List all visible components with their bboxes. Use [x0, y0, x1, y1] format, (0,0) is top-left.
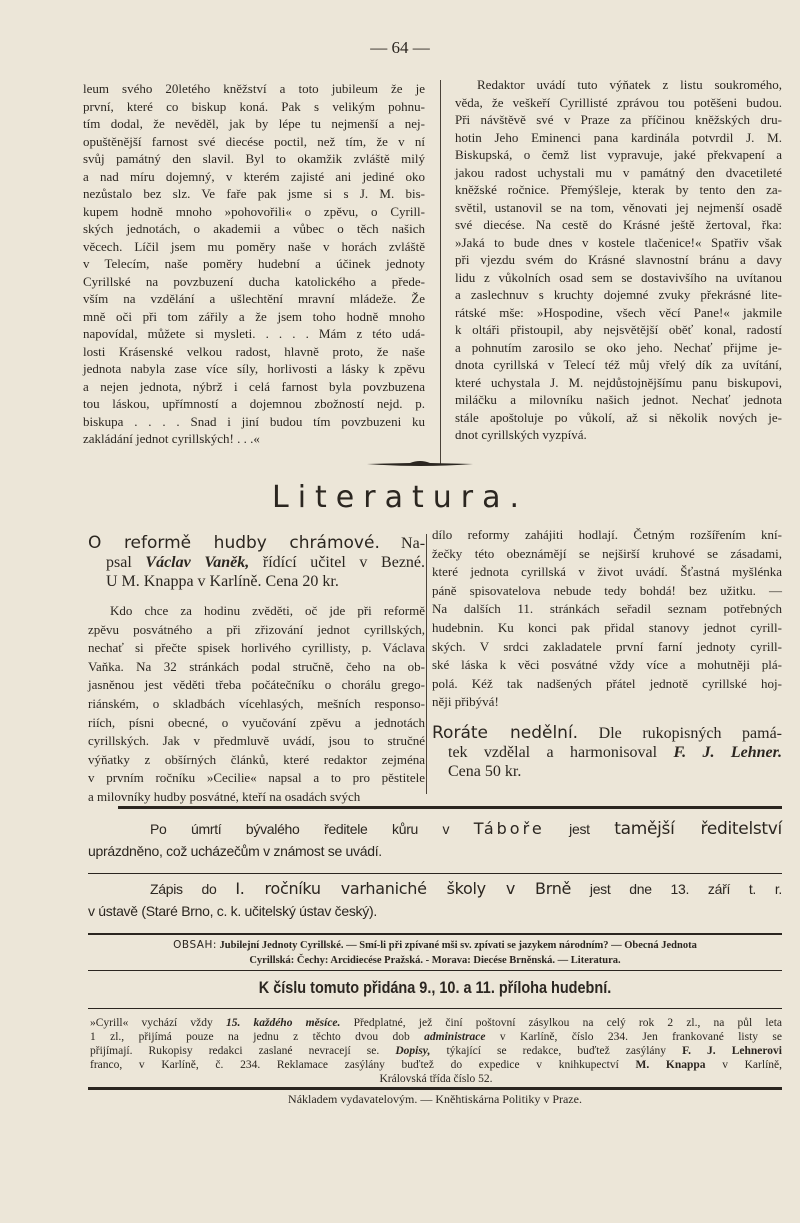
imprint-segment: v Karlíně, číslo 234. Jen frankované listy se — [485, 1031, 782, 1043]
column-divider — [440, 80, 441, 464]
contents — [88, 938, 782, 968]
text-line: výňatky z obšírných článků, které redaktor zejména — [88, 751, 425, 767]
text-line: jasněnou jest věděti třeba počátečníku o chorálu grego- — [88, 677, 425, 693]
text-line: své diecése. Na cestě do Krásné ještě žertoval, řka: — [455, 217, 782, 232]
book-head: psal — [106, 554, 132, 571]
text-line: Při návštěvě své v Praze za příčinou kněžských dru- — [455, 112, 782, 127]
text-line: ských. V srdci zakladatele první farní jednoty cyrill- — [432, 638, 782, 654]
book2-head: Dle rukopisných pamá- — [598, 724, 782, 742]
footer: Nákladem vydavatelovým. — Kněhtiskárna Politiky v Praze. — [288, 1092, 582, 1106]
section-title: Literatura. — [271, 480, 529, 515]
imprint-segment: franco, v Karlíně, č. 234. Reklamace zasýlány buďtež do expedice v knihkupectví — [90, 1059, 636, 1071]
column-divider — [426, 534, 427, 794]
text-line: hotin Jeho Eminenci pana kardinála potvrdil J. M. — [455, 129, 782, 145]
text-line: které uchystala J. M. nejdůstojnějšímu panu biskupovi, — [455, 374, 782, 390]
text-line: »Jaká to bude dnes v kostele tlačenice!« Spatřiv však — [455, 234, 782, 250]
text-line: jakou radost uchystali mu v památný den dvacetileté — [455, 164, 782, 180]
text-line: a zaslechnuv s kruchty dojemné zvuky překrásné lite- — [455, 287, 782, 302]
notice-text: jest dne 13. září t. r. — [589, 881, 782, 897]
book-head: řídící učitel v Bezné. — [262, 554, 426, 571]
imprint-line — [90, 1058, 782, 1072]
text-line: žečky této obeznámějí se nejširší kruhové se zásadami, — [432, 545, 782, 561]
notice-place: Táboře — [473, 819, 545, 838]
text-line: Cyrillské na povzbuzení ducha katolického a přede- — [83, 273, 425, 289]
text-line: a nejen jednota, nýbrž i celá farnost byla povzbuzena — [83, 378, 425, 394]
imprint-line — [90, 1030, 782, 1044]
text-line: miláčku a milovníku našich jednot. Nechať jednota — [455, 392, 782, 407]
text-line: světil, ustanovil se na tom, věnovati jej nejmenší osadě — [455, 199, 782, 215]
text-line: které jednota cyrillská v život uvádí. Šťastná myšlénka — [432, 564, 782, 580]
imprint-line — [90, 1016, 782, 1030]
text-line: kupem hodně mnoho »pohovořili« o zpěvu, o Cyrill- — [83, 203, 425, 219]
imprint-segment: administrace — [424, 1031, 486, 1043]
imprint-line — [90, 1072, 782, 1086]
text-line: hudebnin. Ku konci pak přidal stanovy jednot cyrill- — [432, 619, 782, 635]
imprint-segment: Dopisy, — [395, 1045, 431, 1057]
text-line: zpěvu posvátného a při zřizování jednot cyrillských, — [88, 621, 425, 637]
book2-head: tek vzdělal a harmonisoval — [448, 743, 658, 761]
imprint-segment: přijímají. Rukopisy redakci zaslané nevracejí se. — [90, 1045, 396, 1057]
text-line: a nad míru dojemný, v kterém zajisté ani jediné oko — [83, 168, 425, 184]
imprint-line — [90, 1044, 782, 1058]
book-head: Na- — [401, 535, 426, 552]
text-line: tou láskou, upřímností a dojemnou zbožností nejd. p. — [83, 396, 425, 411]
notice-text: Zápis do — [150, 881, 217, 897]
notice-text: v ústavě (Staré Brno, c. k. učitelský ústav český). — [88, 903, 377, 919]
rule — [118, 806, 782, 809]
book2-price: Cena 50 kr. — [448, 762, 522, 780]
imprint-segment: 1 zl., přijímá pouze na jednu z těchto dvou dob — [90, 1031, 425, 1043]
text-line: v prvním ročníku »Cecilie« napsal a to pro pěstitele — [88, 770, 425, 786]
imprint-segment: Královská třída číslo 52. — [379, 1073, 493, 1085]
contents-line: Cyrillská: Čechy: Arcidiecése Pražská. - Morava: Diecése Brněnská. — Literatura. — [249, 955, 621, 966]
text-line: mně oči při tom zářily a že jsem toho hodně mnoho — [83, 308, 425, 324]
book-publisher: U M. Knappa v Karlíně. Cena 20 kr. — [106, 573, 339, 590]
text-line: svůj památný den slavil. Byl to okamžik zvláště milý — [83, 151, 425, 166]
book-title: O reformě hudby chrámové. — [88, 533, 380, 553]
notice-brno — [88, 878, 782, 922]
notice-tabor — [88, 818, 782, 862]
top-right-column — [455, 76, 782, 444]
text-line: riích, písni obecné, o vyučování zpěvu a jednotách — [88, 714, 425, 730]
text-line: páně spisovatelova nebude tedy bohdá! bez užitku. — — [432, 582, 782, 598]
text-line: dílo reformy zahájiti hodlají. Četným rozšířením kní- — [432, 527, 782, 542]
text-line: v Telecím, naše poměry hudební a účinek jednoty — [83, 256, 425, 271]
imprint-segment: Předplatné, jež činí poštovní zásylkou na celý rok 2 zl., na půl leta — [340, 1017, 783, 1029]
text-line: kněžské ročnice. Přemýšleje, kterak by tento den za- — [455, 182, 782, 197]
notice-text: tamější ředitelství — [614, 819, 782, 839]
text-line: riánském, o skladbách vícehlasých, mešních responso- — [88, 695, 425, 711]
text-line: první, které co biskup koná. Pak s velikým pohnu- — [83, 98, 425, 114]
top-left-column — [83, 80, 425, 448]
notice-text: uprázdněno, což ucházečům v známost se uvádí. — [88, 843, 382, 859]
text-line: Vaňka. Na 32 stránkách podal stručně, čeho na ob- — [88, 658, 425, 674]
contents-line: Jubilejní Jednoty Cyrillské. — Smí-li při zpívané mši sv. zpívati se jazykem národním? — Obecná Jednota — [219, 940, 697, 951]
text-line: Redaktor uvádí tuto výňatek z listu soukromého, — [477, 77, 782, 92]
text-line: vším na vzdělání a ušlechtění mravní mládeže. Že — [83, 291, 425, 306]
rule — [88, 1008, 782, 1009]
text-line: napovídal, můžete si mysleti. . . . . Mám z této udá- — [83, 326, 425, 341]
page-number: — 64 — — [370, 38, 430, 57]
text-line: zakládání jednot cyrillských! . . .« — [83, 431, 260, 446]
notice-text: Po úmrtí bývalého ředitele kůru v — [150, 821, 450, 837]
book-review-right — [432, 526, 782, 781]
rule — [88, 933, 782, 935]
text-line: něji přibývá! — [432, 694, 499, 710]
imprint-segment: v Karlíně, — [705, 1059, 782, 1071]
text-line: a pohnutím zarosilo se oko jeho. Nechať přijme je- — [455, 339, 782, 355]
book-author: Václav Vaněk, — [145, 554, 250, 571]
text-line: rátské mše: »Hospodine, všech věcí Pane!« jakmile — [455, 304, 782, 320]
supplement-notice: K číslu tomuto přidána 9., 10. a 11. příloha hudební. — [258, 978, 612, 997]
text-line: jednota nabyla zase více síly, horlivosti a lásky k zpěvu — [83, 361, 425, 376]
text-line: nezůstalo bez slz. Ve faře pak jsme si s J. M. bis- — [83, 186, 425, 201]
text-line: ské láska k věci posvátné vždy více a mohutněji plá- — [432, 657, 782, 673]
text-line: cyrillských. Jak v předmluvě uvádí, jsou to stručné — [88, 733, 425, 749]
text-line: věcech. Líčil jsem mu poměry naše v horách zvláště — [83, 238, 425, 254]
text-line: dnot cyrillských vyzpívá. — [455, 427, 587, 442]
imprint-segment: F. J. Lehnerovi — [682, 1045, 783, 1057]
text-line: k oltáři přistoupil, aby nejsvětější oběť konal, radostí — [455, 322, 782, 337]
text-line: ských jednotách, o akademii a vůbec o těch našich — [83, 221, 425, 236]
book2-author: F. J. Lehner. — [673, 743, 783, 761]
text-line: stále apoštoluje po vůkolí, až si několik nových je- — [455, 409, 782, 425]
imprint — [90, 1016, 782, 1086]
ornament-divider — [365, 459, 475, 469]
imprint-segment: M. Knappa — [635, 1059, 706, 1071]
text-line: losti Krásenské velkou radost, hlavně proto, že naše — [83, 343, 425, 359]
text-line: leum svého 20letého kněžství a toto jubileum že je — [83, 81, 425, 96]
text-line: nechať si přečte spisek horlivého cyrillisty, p. Václava — [88, 640, 425, 656]
rule — [88, 873, 782, 874]
notice-text: jest — [569, 821, 590, 837]
book2-title: Roráte nedělní. — [432, 722, 579, 743]
imprint-segment: týkající se redakce, buďtež zasýlány — [430, 1045, 683, 1057]
imprint-segment: »Cyrill« vychází vždy — [90, 1017, 226, 1029]
text-line: při vjezdu svém do Krásné slavnostní bránu a davy — [455, 252, 782, 267]
text-line: Biskupská, o čemž list vypravuje, jaké překvapení a — [455, 147, 782, 162]
book-review-left — [88, 534, 425, 807]
text-line: Na dalších 11. stránkách seřadil seznam potřebných — [432, 601, 782, 617]
text-line: lidu z vůkolních osad sem se dostavivšího na uvítanou — [455, 269, 782, 285]
text-line: Kdo chce za hodinu zvěděti, oč jde při reformě — [110, 603, 425, 618]
text-line: polá. Kéž tak nadšených přátel jednotě cyrillské hoj- — [432, 675, 782, 691]
rule — [88, 1087, 782, 1090]
text-line: a milovníky hudby posvátné, kteří na osadách svých — [88, 788, 361, 804]
text-line: biskupa . . . . Snad i jiní budou tím povzbuzeni ku — [83, 413, 425, 429]
notice-highlight: I. ročníku varhaniché školy v Brně — [235, 879, 572, 898]
rule — [88, 970, 782, 971]
text-line: dnota cyrillská v Telecí též můj vřelý dík za uvítání, — [455, 357, 782, 372]
imprint-segment: 15. každého měsíce. — [225, 1017, 341, 1029]
contents-label: OBSAH: — [173, 939, 217, 951]
text-line: opuštěnější farnost své diecése poctil, než tím, že v ní — [83, 133, 425, 149]
text-line: věda, že veškeří Cyrillisté zprávou tou potěšeni budou. — [455, 94, 782, 110]
text-line: tím dodal, že nevěděl, jak by lépe tu nejmenší a nej- — [83, 116, 425, 131]
